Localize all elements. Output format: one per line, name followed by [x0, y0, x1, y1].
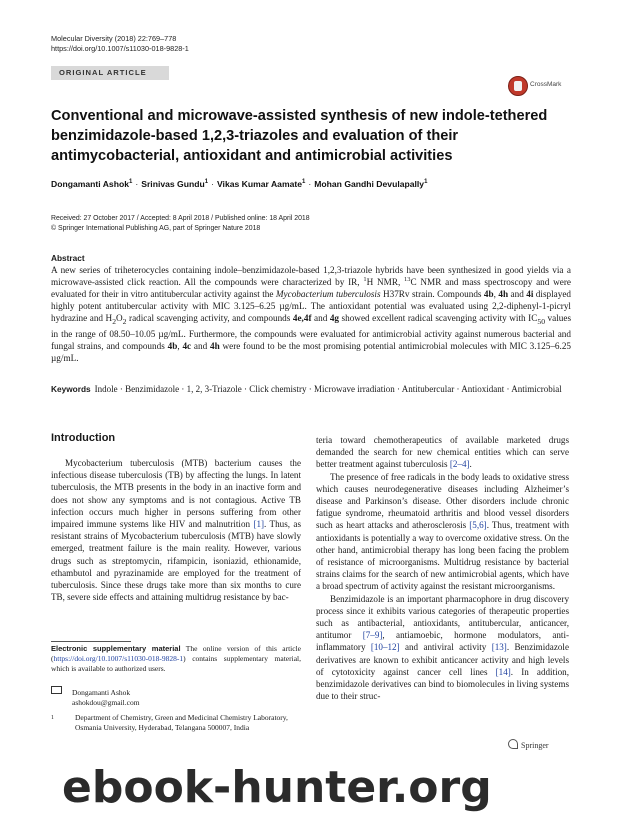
abstract-heading: Abstract — [51, 253, 85, 263]
intro-right-column — [316, 434, 569, 702]
paragraph: Mycobacterium tuberculosis (MTB) bacterium causes the infectious disease tuberculosis (TB) by affecting the lungs. In latent tuberculosis, the MTB presents in the body in an inactive form and does not show any symptoms and is not contagious. Active TB infection occurs much higher in persons suffering from other impaired immune systems like HIV and malnutrition [1]. Thus, as resistant strains of Mycobacterium tuberculosis (MTB) have slowly emerged, treatment failure is the main reality. However, various drugs such as streptomycin, rifampicin, isoniazid, ethionamide, ethambutol and pyrazinamide are employed for the treatment of tuberculosis. Since these drugs take more than six months to cure TB, severe side effects and attaining multidrug resistance by bac- — [51, 458, 301, 603]
crossmark-icon — [508, 76, 528, 96]
keywords — [51, 383, 571, 395]
publisher-name: Springer — [521, 741, 549, 750]
author-affiliation-mark: 1 — [129, 179, 133, 186]
author-name[interactable]: Dongamanti Ashok — [51, 179, 129, 189]
author-list — [51, 179, 427, 189]
supplementary-note: Electronic supplementary material The online version of this article (https://doi.org/10.1007/s11030-018-9828-1) contains supplementary material, which is available to authorized users. — [51, 644, 302, 673]
affiliation — [51, 713, 301, 733]
crossmark-label: CrossMark — [530, 81, 562, 88]
citation-link[interactable]: [5,6] — [469, 520, 487, 531]
article-type-badge: ORIGINAL ARTICLE — [51, 66, 169, 80]
citation-link[interactable]: [7–9] — [362, 630, 383, 641]
intro-left-column — [51, 457, 301, 603]
author-name[interactable]: Vikas Kumar Aamate — [216, 179, 303, 189]
paragraph: Benzimidazole is an important pharmacophore in drug discovery process since it exhibits various categories of therapeutic properties such as antibacterial, antioxidants, antitubercular, anticancer, antitumor [7–9], antiamoebic, hormone modulators, anti-inflammatory [10–12] and antiviral activity [13]. Benzimidazole derivatives are known to exhibit anticancer activity and high levels of cytotoxicity against cancer cell lines [14]. In addition, benzimidazole derivatives can bind to biomolecules in living systems due to their struc- — [316, 593, 569, 702]
springer-horse-icon — [508, 739, 518, 749]
article-title: Conventional and microwave-assisted synthesis of new indole-tethered benzimidazole-based 1,2,3-triazoles and evaluation of their antimycobacterial, antioxidant and antimicrobial activities — [51, 108, 548, 164]
affiliation-text: Department of Chemistry, Green and Medicinal Chemistry Laboratory, Osmania University, Hyderabad, Telangana 500007, India — [75, 713, 288, 732]
author-separator: · — [308, 179, 312, 189]
corresponding-author: Dongamanti Ashok — [72, 688, 131, 697]
keywords-label: Keywords — [51, 384, 91, 394]
publisher-logo — [508, 739, 549, 750]
author-affiliation-mark: 1 — [204, 179, 209, 186]
keywords-list: Indole · Benzimidazole · 1, 2, 3-Triazole · Click chemistry · Microwave irradiation · Antitubercular · Antioxidant · Antimicrobial — [94, 384, 562, 394]
crossmark-button[interactable] — [508, 76, 574, 96]
journal-citation: Molecular Diversity (2018) 22:769–778 — [51, 34, 177, 43]
history-dates: Received: 27 October 2017 / Accepted: 8 April 2018 / Published online: 18 April 2018 — [51, 215, 310, 222]
footnote-divider — [51, 641, 131, 642]
abstract-text: A new series of triheterocycles containing indole–benzimidazole-based 1,2,3-triazole hybrids have been synthesized in good yields via a microwave-assisted click reaction. All the compounds were characterized by IR, $^1$H NMR, $^{13}$C NMR and mass spectroscopy and were evaluated for their in vitro antitubercular activity against the Mycobacterium tuberculosis H37Rv strain. Compounds 4b, 4h and 4i displayed highly potent antitubercular activity with MIC 3.125–6.25 µg/mL. The antioxidant potential was evaluated using 2,2-diphenyl-1-picryl hydrazine and $H_2O_2$ radical scavenging activity, and compounds 4e,4f and 4g showed excellent radical scavenging activity with $IC_{50}$ values in the range of 08.50–10.05 µg/mL. Furthermore, the compounds were evaluated for antimicrobial activity against numerous bacterial and fungal strains, and compounds 4b, 4c and 4h were found to be the most promising potential antimicrobial molecules with MIC 3.125–6.25 µg/mL. — [51, 265, 572, 364]
journal-header — [51, 34, 189, 54]
correspondence — [51, 686, 140, 708]
supplementary-link[interactable]: https://doi.org/10.1007/s11030-018-9828-1 — [53, 654, 184, 663]
journal-doi[interactable]: https://doi.org/10.1007/s11030-018-9828-1 — [51, 44, 189, 53]
citation-link[interactable]: [13] — [491, 642, 507, 653]
watermark: ebook-hunter.org — [62, 762, 492, 813]
citation-link[interactable]: [14] — [495, 666, 511, 677]
author-email-link[interactable]: ashokdou@gmail.com — [72, 698, 140, 707]
citation-link[interactable]: [1] — [253, 519, 265, 530]
publication-dates — [51, 214, 310, 234]
envelope-icon — [51, 686, 62, 694]
copyright-line: © Springer International Publishing AG, part of Springer Nature 2018 — [51, 225, 261, 232]
paragraph: The presence of free radicals in the body leads to oxidative stress which causes neurodegenerative diseases including Alzheimer’s disease and Parkinson’s disease. Other disorders include chronic fatigue syndrome, rheumatoid arthritis and blood vessel disorders such as heart attacks and atherosclerosis [5,6]. Thus, treatment with antioxidants is potentially a way to overcome oxidative stress. On the other hand, antimicrobial therapy has long been facing the problem of resistance of microorganisms. Multidrug resistance by bacterial strains claims for the search of new antimicrobial agents, which have a broad spectrum of activity against the resistant microorganisms. — [316, 471, 569, 592]
author-affiliation-mark: 1 — [302, 179, 306, 186]
author-affiliation-mark: 1 — [424, 179, 428, 186]
citation-link[interactable]: [2–4] — [449, 459, 470, 470]
supplementary-label: Electronic supplementary material — [51, 644, 181, 653]
author-separator: · — [135, 179, 139, 189]
author-separator: · — [211, 179, 214, 189]
introduction-heading: Introduction — [51, 432, 116, 444]
affiliation-number: 1 — [51, 715, 54, 721]
author-name[interactable]: Srinivas Gundu — [141, 179, 205, 189]
citation-link[interactable]: [10–12] — [370, 642, 400, 653]
paragraph: teria toward chemotherapeutics of available marketed drugs demanded the search for new chemical entities which can serve better treatment against tuberculosis [2–4]. — [316, 435, 569, 470]
author-name[interactable]: Mohan Gandhi Devulapally — [314, 179, 425, 189]
